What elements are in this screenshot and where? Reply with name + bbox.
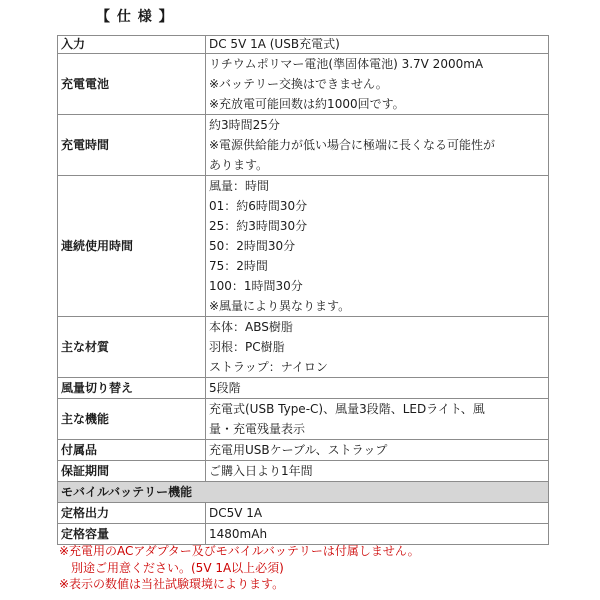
spec-label: 充電電池 (58, 54, 206, 115)
footnote: 別途ご用意ください。(5V 1A以上必須) (71, 560, 284, 575)
spec-value: リチウムポリマー電池(準固体電池) 3.7V 2000mA ※バッテリー交換はできません。 ※充放電可能回数は約1000回です。 (206, 54, 549, 115)
spec-label: 風量切り替え (58, 378, 206, 399)
spec-label: 入力 (58, 36, 206, 54)
section-title: モバイルバッテリー機能 (58, 482, 549, 503)
footnote: ※充電用のACアダプター及びモバイルバッテリーは付属しません。 (59, 544, 420, 558)
spec-table (57, 35, 549, 545)
spec-row-accessories (58, 440, 549, 461)
footnote: ※表示の数値は当社試験環境によります。 (59, 577, 285, 591)
spec-value: 1480mAh (206, 524, 549, 545)
spec-value: 約3時間25分 ※電源供給能力が低い場合に極端に長くなる可能性が あります。 (206, 115, 549, 176)
spec-label: 定格出力 (58, 503, 206, 524)
spec-label: 充電時間 (58, 115, 206, 176)
spec-label: 定格容量 (58, 524, 206, 545)
spec-value: 本体：ABS樹脂 羽根：PC樹脂 ストラップ：ナイロン (206, 317, 549, 378)
spec-value: ご購入日より1年間 (206, 461, 549, 482)
spec-label: 主な機能 (58, 399, 206, 440)
spec-value: 風量：時間 01：約6時間30分 25：約3時間30分 50：2時間30分 75：2時間 100：1時間30分 ※風量により異なります。 (206, 176, 549, 317)
spec-value: DC5V 1A (206, 503, 549, 524)
spec-row-input (58, 36, 549, 54)
spec-heading: 【 仕 様 】 (96, 9, 174, 25)
spec-value: 充電用USBケーブル、ストラップ (206, 440, 549, 461)
spec-row-materials (58, 317, 549, 378)
spec-row-airflow-levels (58, 378, 549, 399)
spec-row-battery (58, 54, 549, 115)
spec-row-charge-time (58, 115, 549, 176)
section-row-mobile-battery (58, 482, 549, 503)
spec-value: 充電式(USB Type-C)、風量3段階、LEDライト、風 量・充電残量表示 (206, 399, 549, 440)
spec-value: 5段階 (206, 378, 549, 399)
spec-label: 保証期間 (58, 461, 206, 482)
spec-row-rated-capacity (58, 524, 549, 545)
spec-row-warranty (58, 461, 549, 482)
spec-row-rated-output (58, 503, 549, 524)
spec-row-usage-time (58, 176, 549, 317)
spec-value: DC 5V 1A (USB充電式) (206, 36, 549, 54)
spec-label: 付属品 (58, 440, 206, 461)
spec-label: 連続使用時間 (58, 176, 206, 317)
spec-label: 主な材質 (58, 317, 206, 378)
spec-row-functions (58, 399, 549, 440)
footnotes (59, 543, 420, 593)
